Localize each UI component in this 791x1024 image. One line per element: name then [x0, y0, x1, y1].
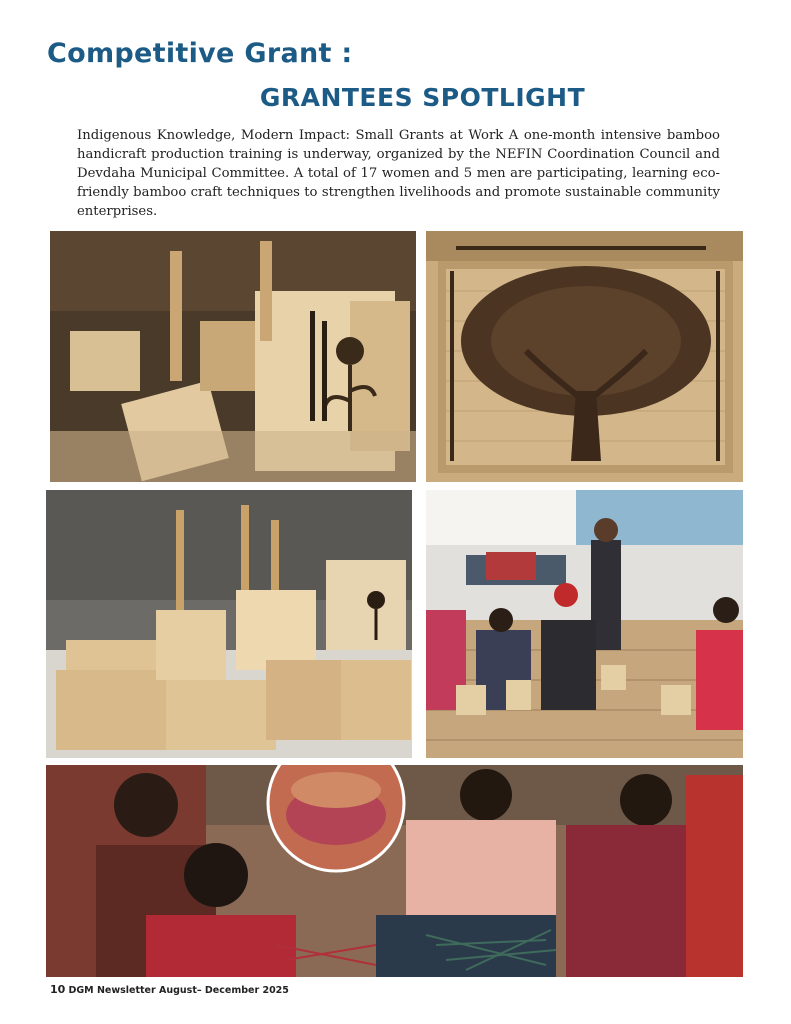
page-subtitle: GRANTEES SPOTLIGHT — [259, 83, 586, 112]
photo-bamboo-lamps — [50, 231, 416, 482]
intro-paragraph: Indigenous Knowledge, Modern Impact: Small Grants at Work A one-month intensive bamboo handicraft production training is underway, organized by the NEFIN Coordination Council and Devdaha Municipal Committee. A total of 17 women and 5 men are participating, learning eco-friendly bamboo craft techniques to strengthen livelihoods and promote sustainable community enterprises. — [77, 128, 720, 219]
photo-training-hall — [426, 490, 743, 758]
photo-bamboo-tree-wall-art — [426, 231, 743, 482]
page-number: 10 — [50, 983, 66, 996]
page-footer — [50, 983, 289, 996]
page-title: Competitive Grant : — [47, 38, 353, 69]
photo-women-weaving — [46, 765, 743, 977]
photo-bamboo-products-display — [46, 490, 412, 758]
publication-name: DGM Newsletter August– December 2025 — [68, 985, 289, 996]
